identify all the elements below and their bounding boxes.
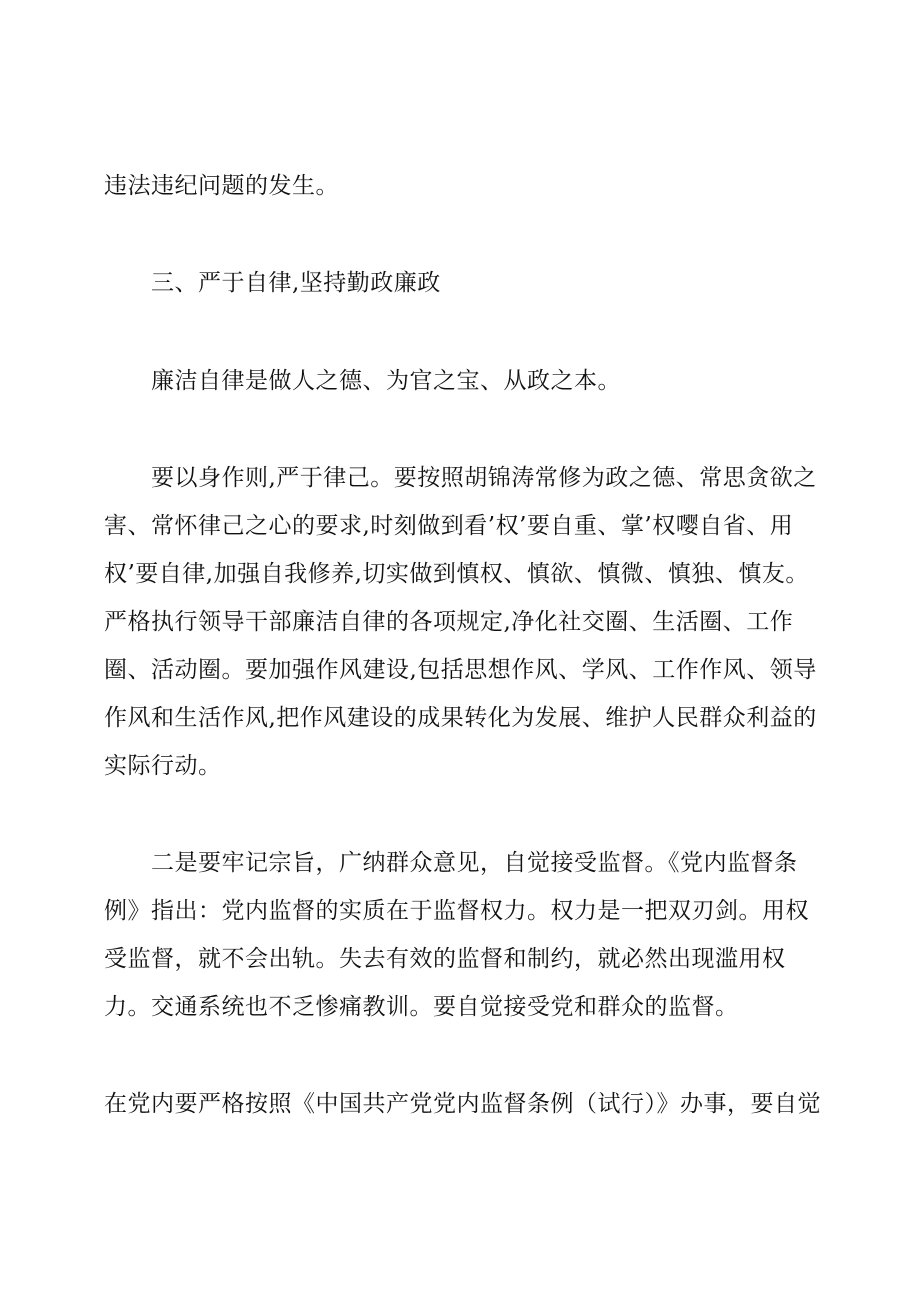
paragraph-line: 实际行动。: [104, 753, 222, 779]
paragraph-line: 二是要牢记宗旨，广纳群众意见，自觉接受监督。《党内监督条: [151, 850, 798, 876]
paragraph-line: 在党内要严格按照《中国共产党党内监督条例（试行）》办事，要自觉: [104, 1091, 821, 1117]
paragraph-line: 要以身作则,严于律己。要按照胡锦涛常修为政之德、常思贪欲之: [151, 465, 817, 491]
paragraph-line: 力。交通系统也不乏惨痛教训。要自觉接受党和群众的监督。: [104, 994, 739, 1020]
paragraph-line: 严格执行领导干部廉洁自律的各项规定,净化社交圈、生活圈、工作: [104, 609, 794, 635]
paragraph-line: 违法违纪问题的发生。: [104, 173, 339, 199]
paragraph-line: 受监督，就不会出轨。失去有效的监督和制约，就必然出现滥用权: [104, 946, 786, 972]
paragraph-line: 作风和生活作风,把作风建设的成果转化为发展、维护人民群众利益的: [104, 705, 817, 731]
paragraph-line: 圈、活动圈。要加强作风建设,包括思想作风、学风、工作作风、领导: [104, 657, 817, 683]
paragraph-line: 廉洁自律是做人之德、为官之宝、从政之本。: [151, 368, 621, 394]
paragraph-line: 权’要自律,加强自我修养,切实做到慎权、慎欲、慎微、慎独、慎友。: [104, 561, 809, 587]
paragraph-line: 害、常怀律己之心的要求,时刻做到看’权’要自重、掌’权嘤自省、用: [104, 513, 794, 539]
section-heading: 三、严于自律,坚持勤政廉政: [151, 270, 441, 296]
paragraph-line: 例》指出：党内监督的实质在于监督权力。权力是一把双刃剑。用权: [104, 898, 809, 924]
